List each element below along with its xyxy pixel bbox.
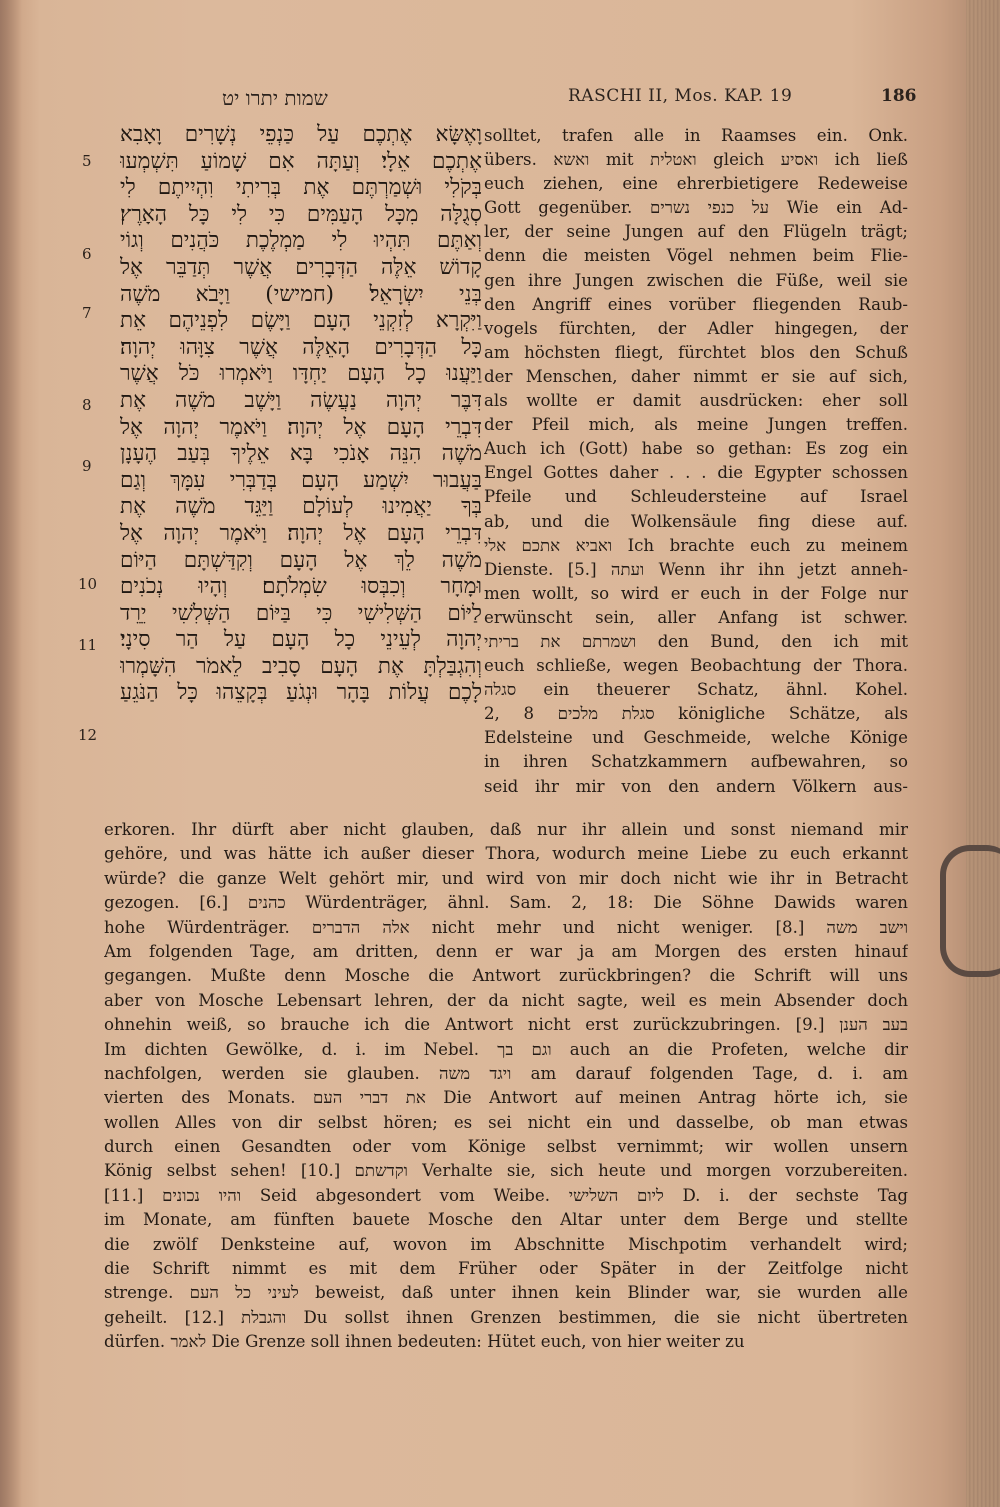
commentary-line: im Monate, am fünften bauete Mosche den Altar unter dem Berge und stellte <box>104 1210 908 1230</box>
page-edge <box>966 0 1000 1507</box>
binder-tab <box>940 845 1000 977</box>
commentary-line: durch einen Gesandten oder vom Könige selbst vernimmt; wir wollen unsern <box>104 1137 908 1157</box>
commentary-line: סגלה ein theuerer Schatz, ähnl. Kohel. <box>484 680 908 700</box>
hebrew-line: בַּעֲבוּר יִשְׁמַע הָעָם בְּדַבְּרִי עִמָּךְ וְגַם <box>120 467 482 493</box>
commentary-line: der Menschen, daher nimmt er sie auf sich, <box>484 366 908 386</box>
hebrew-line: וַיַּעֲנוּ כָל הָעָם יַחְדָּו וַיֹּאמְרוּ כֹּל אֲשֶׁר <box>120 361 482 387</box>
commentary-line: gehöre, und was hätte ich außer dieser Thora, wodurch meine Liebe zu euch erkannt <box>104 844 908 864</box>
commentary-line: König selbst sehen! [10.] וקדשתם Verhalte sie, sich heute und morgen vorzubereiten. <box>104 1161 908 1181</box>
commentary-line: nachfolgen, werden sie glauben. ויגד משה am darauf folgenden Tage, d. i. am <box>104 1063 908 1083</box>
commentary-line: Im dichten Gewölke, d. i. im Nebel. וגם בך auch an die Profeten, welche dir <box>104 1039 908 1059</box>
running-head-hebrew: שמות יתרו יט <box>222 86 328 110</box>
hebrew-line: וְהִגְבַּלְתָּ אֶת הָעָם סָבִיב לֵאמֹר הִשָּׁמְרוּ <box>120 653 482 679</box>
commentary-line: Edelsteine und Geschmeide, welche Könige <box>484 728 908 748</box>
commentary-line: dürfen. לאמר Die Grenze soll ihnen bedeuten: Hütet euch, von hier weiter zu <box>104 1332 745 1352</box>
commentary-line: der Pfeil mich, als meine Jungen treffen. <box>484 415 908 435</box>
commentary-line: 2, 8 סגלת מלכים königliche Schätze, als <box>484 704 908 724</box>
hebrew-line: לַיּוֹם הַשְּׁלִישִׁי כִּי בַּיּוֹם הַשְּׁלִשִׁי יֵרֵד <box>120 600 482 626</box>
hebrew-line: סְגֻלָּה מִכָּל הָעַמִּים כִּי לִי כָּל הָאָרֶץ׃ <box>120 201 482 227</box>
commentary-full-width <box>104 818 908 1355</box>
commentary-line: aber von Mosche Lebensart lehren, der da nicht sagte, weil es mein Absender doch <box>104 990 908 1010</box>
hebrew-line: בְּךָ יַאֲמִינוּ לְעוֹלָם וַיַּגֵּד מֹשֶׁה אֶת <box>120 494 482 520</box>
commentary-line: erkoren. Ihr dürft aber nicht glauben, daß nur ihr allein und sonst niemand mir <box>104 820 908 839</box>
commentary-line: ab, und die Wolkensäule fing diese auf. <box>484 511 908 531</box>
commentary-line: ler, der seine Jungen auf den Flügeln trägt; <box>484 222 908 242</box>
commentary-line: solltet, trafen alle in Raamses ein. Onk. <box>484 126 908 145</box>
commentary-line: [11.] והיו נכונים Seid abgesondert vom Weibe. ליום השלישי D. i. der sechste Tag <box>104 1185 908 1205</box>
commentary-line: strenge. לעיני כל העם beweist, daß unter ihnen kein Blinder war, sie wurden alle <box>104 1283 908 1303</box>
hebrew-line: וְאַתֶּם תִּהְיוּ לִי מַמְלֶכֶת כֹּהֲנִים וְגוֹי <box>120 228 482 254</box>
commentary-line: erwünscht sein, aller Anfang ist schwer. <box>484 607 908 627</box>
commentary-line: in ihren Schatzkammern aufbewahren, so <box>484 752 908 772</box>
commentary-line: Am folgenden Tage, am dritten, denn er war ja am Morgen des ersten hinauf <box>104 941 908 961</box>
commentary-line: ושמרתם את בריתי den Bund, den ich mit <box>484 631 908 651</box>
hebrew-line: וּמָחָר וְכִבְּסוּ שִׂמְלֹתָם׃ וְהָיוּ נְכֹנִים <box>120 574 482 600</box>
commentary-line: euch ziehen, eine ehrerbietigere Redeweise <box>484 174 908 194</box>
commentary-line: die zwölf Denksteine auf, wovon im Abschnitte Mischpotim verhandelt wird; <box>104 1234 908 1254</box>
commentary-line: wollen Alles von dir selbst hören; es sei nicht ein und dasselbe, ob man etwas <box>104 1112 908 1132</box>
commentary-line: Pfeile und Schleudersteine auf Israel <box>484 487 908 507</box>
hebrew-line: דִּבְרֵי הָעָם אֶל יְהוָה׃ וַיֹּאמֶר יְהוָה אֶל <box>120 520 482 546</box>
commentary-line: am höchsten fliegt, fürchtet blos den Schuß <box>484 342 908 362</box>
hebrew-line: בְּקֹלִי וּשְׁמַרְתֶּם אֶת בְּרִיתִי וִהְיִיתֶם לִי <box>120 175 482 201</box>
verse-number: 7 <box>82 304 92 322</box>
hebrew-line: דִּבְרֵי הָעָם אֶל יְהוָה׃ וַיֹּאמֶר יְהוָה אֶל <box>120 414 482 440</box>
verse-number: 6 <box>82 245 92 263</box>
hebrew-line: אֶתְכֶם אֵלָי׃ וְעַתָּה אִם שָׁמוֹעַ תִּשְׁמְעוּ <box>120 148 482 174</box>
verse-number: 9 <box>82 457 92 475</box>
hebrew-line: כָּל הַדְּבָרִים הָאֵלֶּה אֲשֶׁר צִוָּהוּ יְהוָה׃ <box>120 334 482 360</box>
commentary-line: Auch ich (Gott) habe so gethan: Es zog ein <box>484 439 908 459</box>
commentary-line: die Schrift nimmt es mit dem Früher oder Später in der Zeitfolge nicht <box>104 1259 908 1279</box>
hebrew-line: וַיִּקְרָא לְזִקְנֵי הָעָם וַיָּשֶׂם לִפְנֵיהֶם אֵת <box>120 308 482 334</box>
commentary-line: als wollte er damit ausdrücken: eher soll <box>484 391 908 411</box>
commentary-line: hohe Würdenträger. אלה הדברים nicht mehr und nicht weniger. [8.] וישב משה <box>104 917 908 937</box>
hebrew-line: לָכֶם עֲלוֹת בָּהָר וּנְגֹעַ בְּקָצֵהוּ כָּל הַנֹּגֵעַ <box>120 680 482 706</box>
verse-number: 10 <box>78 575 98 593</box>
running-head-german: RASCHI II, Mos. KAP. 19 <box>568 86 793 106</box>
hebrew-line: מֹשֶׁה הִנֵּה אָנֹכִי בָּא אֵלֶיךָ בְּעַב הֶעָנָן <box>120 441 482 467</box>
commentary-line: würde? die ganze Welt gehört mir, und wird von mir doch nicht wie ihr in Betracht <box>104 868 908 888</box>
commentary-line: gegangen. Mußte denn Mosche die Antwort zurückbringen? die Schrift will uns <box>104 966 908 986</box>
page-number: 186 <box>881 86 917 106</box>
commentary-line: seid ihr mir von den andern Völkern aus- <box>484 776 908 796</box>
verse-number: 8 <box>82 396 92 414</box>
hebrew-line: יְהוָה לְעֵינֵי כָל הָעָם עַל הַר סִינָי׃ <box>120 627 482 653</box>
commentary-line: den Angriff eines vorüber fliegenden Raub- <box>484 294 908 314</box>
hebrew-line: וָאֶשָּׂא אֶתְכֶם עַל כַּנְפֵי נְשָׁרִים וָאָבִא <box>120 122 482 147</box>
commentary-line: gen ihre Jungen zwischen die Füße, weil sie <box>484 270 908 290</box>
verse-number: 11 <box>78 636 98 654</box>
commentary-line: vierten des Monats. את דברי העם Die Antwort auf meinen Antrag hörte ich, sie <box>104 1088 908 1108</box>
commentary-line: denn die meisten Vögel nehmen beim Flie- <box>484 246 908 266</box>
commentary-line: men wollt, so wird er euch in der Folge nur <box>484 583 908 603</box>
hebrew-text-column <box>120 122 482 707</box>
commentary-line: Dienste. [5.] ועתה Wenn ihr ihn jetzt anneh- <box>484 559 908 579</box>
commentary-line: Gott gegenüber. על כנפי נשרים Wie ein Ad- <box>484 198 908 218</box>
commentary-column <box>484 124 908 799</box>
commentary-line: gezogen. [6.] כהנים Würdenträger, ähnl. Sam. 2, 18: Die Söhne Dawids waren <box>104 893 908 913</box>
spine-shadow <box>0 0 22 1507</box>
commentary-line: ohnehin weiß, so brauche ich die Antwort nicht erst zurückzubringen. [9.] בעב הענן <box>104 1015 908 1035</box>
commentary-line: geheilt. [12.] והגבלת Du sollst ihnen Grenzen bestimmen, die sie nicht übertreten <box>104 1307 908 1327</box>
commentary-line: Engel Gottes daher . . . die Egypter schossen <box>484 463 908 483</box>
commentary-line: euch schließe, wegen Beobachtung der Thora. <box>484 656 908 676</box>
hebrew-line: קָדוֹשׁ אֵלֶּה הַדְּבָרִים אֲשֶׁר תְּדַבֵּר אֶל <box>120 254 482 280</box>
commentary-line: ואביא אתכם אלי Ich brachte euch zu meinem <box>484 535 908 555</box>
commentary-line: übers. ואשא mit ואטלית gleich ואסיע ich ließ <box>484 150 908 170</box>
verse-number: 5 <box>82 152 92 170</box>
hebrew-line: מֹשֶׁה לֵךְ אֶל הָעָם וְקִדַּשְׁתָּם הַיּוֹם <box>120 547 482 573</box>
verse-number: 12 <box>78 726 98 744</box>
commentary-line: vogels fürchten, der Adler hingegen, der <box>484 318 908 338</box>
hebrew-line: בְּנֵי יִשְׂרָאֵל׃ (חמישי) וַיָּבֹא מֹשֶׁה <box>120 281 482 307</box>
hebrew-line: דִּבֶּר יְהוָה נַעֲשֶׂה וַיָּשֶׁב מֹשֶׁה אֶת <box>120 387 482 413</box>
